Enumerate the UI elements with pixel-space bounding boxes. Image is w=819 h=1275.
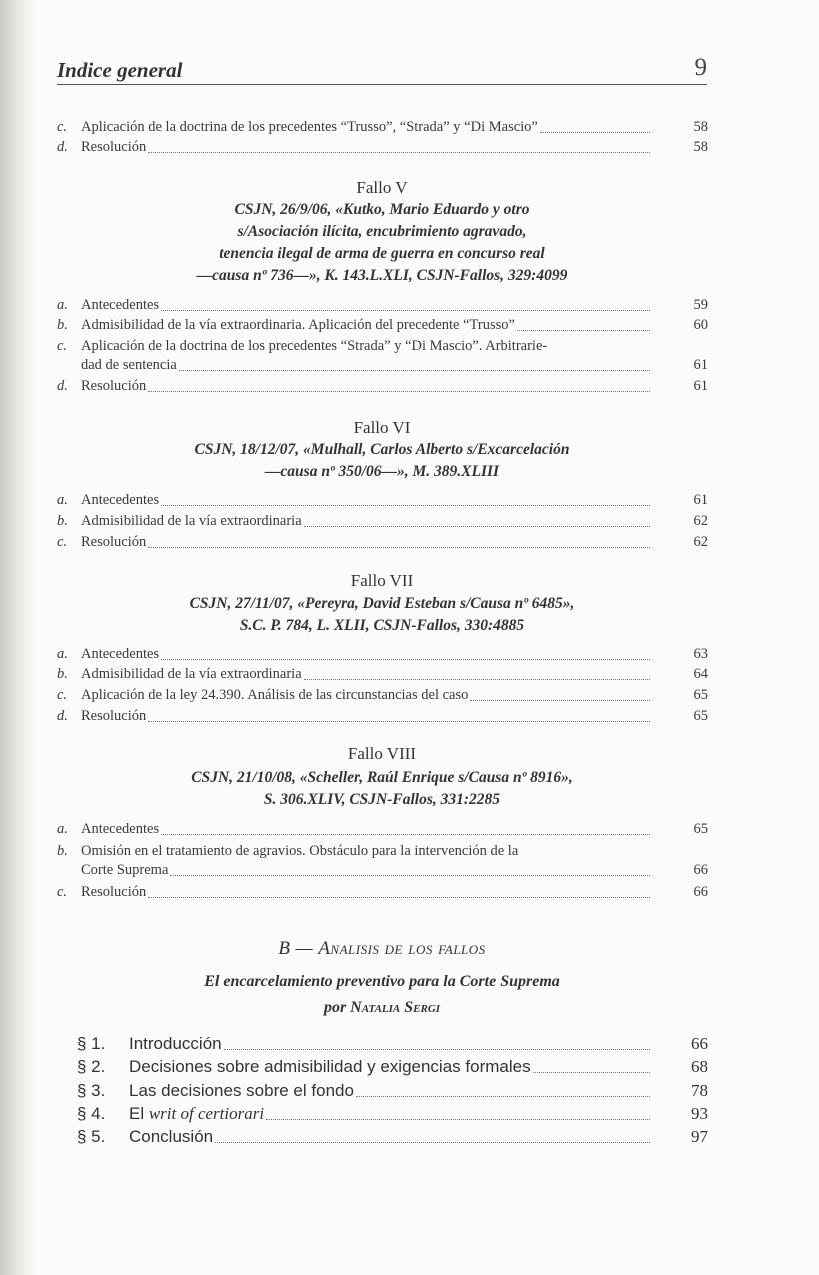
section-number: § 2.	[77, 1057, 106, 1076]
entry-page: 61	[693, 378, 708, 394]
entry-letter: c.	[57, 687, 68, 703]
entry-label: Resolución	[81, 884, 147, 900]
entry-letter: a.	[57, 297, 68, 313]
section-label-plain: El	[129, 1104, 149, 1123]
fallo-title: Fallo VII	[350, 571, 414, 590]
entry-label: Resolución	[81, 534, 147, 550]
entry-letter: d.	[57, 139, 68, 155]
case-line: tenencia ilegal de arma de guerra en concurso real	[219, 245, 545, 262]
section-label: Las decisiones sobre el fondo	[129, 1081, 354, 1100]
entry-letter: c.	[57, 884, 68, 900]
section-label: Decisiones sobre admisibilidad y exigencias formales	[129, 1057, 531, 1076]
dot-leader	[161, 645, 650, 660]
entry-page: 64	[693, 666, 708, 682]
entry-letter: d.	[57, 708, 68, 724]
part-b-heading: Analisis de los fallos	[318, 938, 486, 959]
header-page-number: 9	[694, 54, 707, 81]
part-b-title	[57, 938, 707, 960]
entry-page: 66	[693, 862, 708, 878]
entry-label: Aplicación de la doctrina de los precedentes “Strada” y “Di Mascio”. Arbitrarie-	[81, 338, 548, 354]
entry-page: 62	[693, 513, 708, 529]
entry-label: Antecedentes	[81, 297, 160, 313]
section-number: § 4.	[77, 1104, 106, 1123]
section-label	[129, 1103, 264, 1125]
case-citation	[57, 199, 707, 287]
case-line: CSJN, 26/9/06, «Kutko, Mario Eduardo y otro	[234, 201, 530, 218]
entry-label: Admisibilidad de la vía extraordinaria	[81, 666, 302, 682]
entry-label: Resolución	[81, 139, 147, 155]
entry-letter: b.	[57, 317, 68, 333]
dot-leader	[148, 138, 650, 153]
case-line: s/Asociación ilícita, encubrimiento agravado,	[237, 223, 527, 240]
dot-leader	[517, 316, 650, 331]
dot-leader	[470, 686, 650, 701]
dot-leader	[148, 377, 650, 392]
case-line: CSJN, 27/11/07, «Pereyra, David Esteban s/Causa nº 6485»,	[189, 595, 575, 612]
header-title: Indice general	[57, 58, 183, 82]
entry-label-continued: dad de sentencia	[81, 357, 177, 373]
entry-label: Resolución	[81, 708, 147, 724]
entry-letter: b.	[57, 513, 68, 529]
author-prefix: por	[323, 999, 351, 1016]
entry-label: Omisión en el tratamiento de agravios. Obstáculo para la intervención de la	[81, 843, 519, 859]
entry-page: 58	[693, 139, 708, 155]
dot-leader	[161, 491, 650, 506]
dot-leader	[215, 1126, 650, 1143]
entry-page: 63	[693, 646, 708, 662]
dot-leader	[224, 1033, 650, 1050]
case-line: S. 306.XLIV, CSJN-Fallos, 331:2285	[263, 791, 501, 808]
entry-page: 65	[693, 708, 708, 724]
entry-letter: c.	[57, 119, 68, 135]
entry-letter: b.	[57, 843, 68, 859]
dot-leader	[148, 533, 650, 548]
entry-letter: b.	[57, 666, 68, 682]
running-header	[57, 54, 707, 85]
entry-page: 65	[693, 687, 708, 703]
dot-leader	[356, 1080, 650, 1097]
dot-leader	[266, 1103, 650, 1120]
part-b-subtitle: El encarcelamiento preventivo para la Corte Suprema	[204, 973, 560, 990]
entry-page: 62	[693, 534, 708, 550]
case-line: —causa nº 736—», K. 143.L.XLI, CSJN-Fallos, 329:4099	[196, 267, 568, 284]
section-number: § 5.	[77, 1127, 106, 1146]
section-number: § 1.	[77, 1034, 106, 1053]
entry-letter: a.	[57, 821, 68, 837]
case-citation	[57, 439, 707, 483]
dot-leader	[540, 118, 650, 133]
case-line: CSJN, 18/12/07, «Mulhall, Carlos Alberto s/Excarcelación	[194, 441, 570, 458]
entry-page: 60	[693, 317, 708, 333]
entry-page: 65	[693, 821, 708, 837]
part-b-subtitle-block	[57, 969, 707, 1021]
entry-label: Resolución	[81, 378, 147, 394]
entry-letter: c.	[57, 534, 68, 550]
part-b-author-line	[57, 995, 707, 1021]
author-name: Natalia Sergi	[350, 999, 441, 1016]
case-line: S.C. P. 784, L. XLII, CSJN-Fallos, 330:4885	[239, 617, 525, 634]
dot-leader	[161, 296, 650, 311]
case-line: CSJN, 21/10/08, «Scheller, Raúl Enrique s/Causa nº 8916»,	[191, 769, 573, 786]
dot-leader	[179, 356, 650, 371]
section-label: Conclusión	[129, 1127, 214, 1146]
entry-page: 59	[693, 297, 708, 313]
dot-leader	[304, 665, 650, 680]
entry-label-continued: Corte Suprema	[81, 862, 169, 878]
fallo-title: Fallo V	[356, 178, 408, 197]
section-number: § 3.	[77, 1081, 106, 1100]
case-citation	[57, 767, 707, 811]
section-page: 66	[691, 1034, 708, 1053]
entry-page: 66	[693, 884, 708, 900]
entry-page: 61	[693, 357, 708, 373]
entry-label: Admisibilidad de la vía extraordinaria	[81, 513, 302, 529]
section-page: 97	[691, 1127, 708, 1146]
dot-leader	[161, 820, 650, 835]
entry-label: Antecedentes	[81, 492, 160, 508]
entry-page: 58	[693, 119, 708, 135]
fallo-title: Fallo VI	[353, 418, 411, 437]
section-label-italic: writ of certiorari	[148, 1104, 265, 1123]
section-page: 68	[691, 1057, 708, 1076]
dot-leader	[148, 883, 650, 898]
entry-label: Aplicación de la doctrina de los precedentes “Trusso”, “Strada” y “Di Mascio”	[81, 119, 538, 135]
entry-page: 61	[693, 492, 708, 508]
case-line: —causa nº 350/06—», M. 389.XLIII	[264, 463, 500, 480]
dot-leader	[170, 861, 650, 876]
case-citation	[57, 593, 707, 637]
section-label: Introducción	[129, 1034, 222, 1053]
entry-letter: d.	[57, 378, 68, 394]
entry-letter: a.	[57, 492, 68, 508]
entry-letter: a.	[57, 646, 68, 662]
part-b-prefix: B —	[278, 938, 319, 959]
entry-label: Aplicación de la ley 24.390. Análisis de las circunstancias del caso	[81, 687, 469, 703]
entry-label: Admisibilidad de la vía extraordinaria. Aplicación del precedente “Trusso”	[81, 317, 515, 333]
fallo-title: Fallo VIII	[347, 744, 417, 763]
section-page: 78	[691, 1081, 708, 1100]
entry-label: Antecedentes	[81, 646, 160, 662]
dot-leader	[533, 1056, 650, 1073]
section-page: 93	[691, 1104, 708, 1123]
entry-label: Antecedentes	[81, 821, 160, 837]
entry-letter: c.	[57, 338, 68, 354]
dot-leader	[148, 707, 650, 722]
dot-leader	[304, 512, 650, 527]
page-edge-shadow	[0, 0, 38, 1275]
